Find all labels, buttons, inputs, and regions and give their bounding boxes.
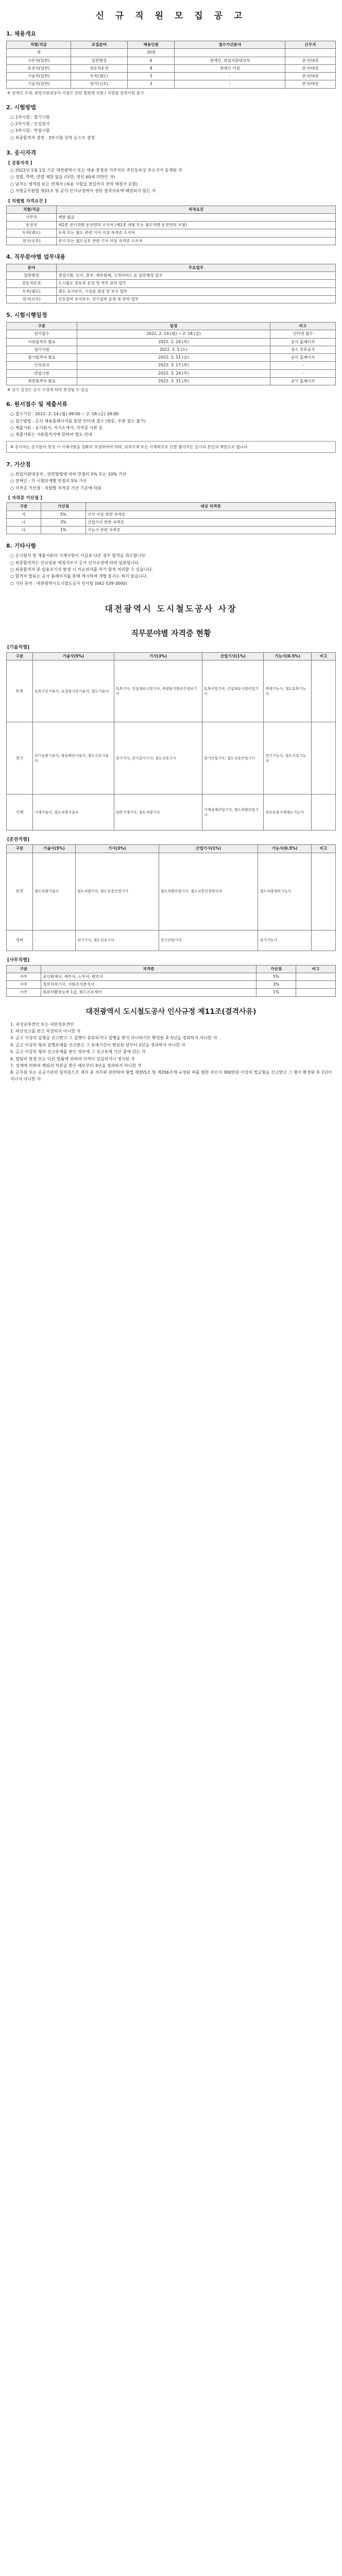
table-cell: 공사 홈페이지 bbox=[270, 377, 336, 385]
table-cell: 사무 bbox=[7, 989, 41, 996]
list-item: ○ 접수기간 : 2022. 2. 14.(월) 09:00 ~ 2. 18.(금) 18:00 bbox=[10, 412, 119, 417]
disqualification-list bbox=[10, 1022, 336, 1083]
table-cell: - bbox=[270, 362, 336, 369]
table-header-cell: 산업기사(1%) bbox=[202, 653, 264, 660]
table-cell: 신호설비 유지보수, 전기설비 운영 및 관리 업무 bbox=[57, 295, 336, 303]
table-cell: 도시철도 전동차 운전 및 역무 관리 업무 bbox=[57, 280, 336, 287]
bonus-table bbox=[6, 502, 336, 534]
category-tag: [사무직렬] bbox=[7, 957, 30, 963]
table-note: ※ 장애인 우대, 취업지원대상자 가점은 관련 법령에 의함 / 직렬별 중복지원 불가 bbox=[7, 90, 144, 95]
table-row bbox=[7, 362, 336, 369]
table-cell: 가 bbox=[7, 511, 41, 518]
table-cell bbox=[285, 49, 335, 57]
table-cell: 전기(신호) bbox=[7, 295, 57, 303]
table-cell bbox=[71, 49, 127, 57]
table-cell: 토목산업기사, 건설재료시험산업기사 bbox=[202, 660, 264, 722]
table-cell: 컴퓨터활용능력 1급, 워드프로세서 bbox=[41, 989, 256, 996]
table-row bbox=[7, 511, 336, 518]
table-header-cell: 직렬/직급 bbox=[7, 206, 57, 213]
table-cell: 인성검사 bbox=[7, 362, 77, 369]
list-item: ○ 기타 문의 : 대전광역시도시철도공사 인사팀 (042-539-3000) bbox=[10, 581, 127, 586]
section-title: 8. 기타사항 bbox=[6, 543, 37, 550]
list-item: ○ 지방공무원법 제31조 및 공사 인사규정에서 정한 결격사유에 해당되지 않는 자 bbox=[10, 189, 156, 194]
table-header-cell: 모집분야 bbox=[71, 41, 127, 49]
table-cell: - bbox=[175, 73, 285, 80]
certificate-section-title: 직무분야별 자격증 현황 bbox=[131, 629, 211, 638]
table-header-cell: 기능사(0.5%) bbox=[258, 845, 312, 853]
table-cell: 본사/대전 bbox=[285, 80, 335, 88]
table-cell bbox=[296, 973, 336, 980]
table-row bbox=[7, 369, 336, 377]
table-cell: 사무 bbox=[7, 973, 41, 980]
table-cell: 기술직(일반) bbox=[7, 80, 71, 88]
list-item: ○ 최종합격자 중 임용포기자 발생 시 차순위자를 추가 합격 처리할 수 있습니다. bbox=[10, 567, 153, 572]
table-cell: 기능사 관련 자격증 bbox=[86, 527, 336, 534]
list-item: 6. 법원의 판결 또는 다른 법률에 의하여 자격이 상실되거나 정지된 자 bbox=[10, 1056, 135, 1061]
table-header-cell: 자격증 bbox=[41, 965, 256, 973]
list-item: ○ 최종합격자는 신규임용 예정자로서 공사 인사규정에 따라 임용됩니다. bbox=[10, 560, 140, 565]
table-cell: 장애인, 취업지원대상자 bbox=[175, 57, 285, 64]
table-header-cell: 비고 bbox=[312, 653, 336, 660]
table-cell: 전산응용기계제도기능사 bbox=[264, 794, 312, 831]
table-note: ※ 상기 일정은 공사 사정에 따라 변경될 수 있음 bbox=[7, 387, 89, 393]
list-item: 8. 공무원 또는 공공기관의 임직원으로 재직 중 직무와 관련하여 형법 제355조 및 제356조에 규정된 죄를 범한 자로서 300만원 이상의 벌금형을 선고받고 그 형이 확정된 후 2년이 지나지 아니한 자 bbox=[10, 1070, 332, 1081]
table-cell: 정보처리기사, 사회조사분석사 bbox=[41, 981, 256, 989]
office-certificate-table bbox=[6, 965, 336, 997]
table-row bbox=[7, 527, 336, 534]
table-cell: 운전 bbox=[7, 853, 33, 930]
table-header-cell: 구분 bbox=[7, 323, 77, 330]
table-row bbox=[7, 57, 336, 64]
table-cell: 기사 이상 관련 자격증 bbox=[86, 511, 336, 518]
subsection-title: [ 직렬별 자격요건 ] bbox=[8, 198, 47, 204]
table-cell: 6 bbox=[127, 57, 175, 64]
table-header-row bbox=[7, 653, 336, 660]
table-cell: 전기(신호) bbox=[7, 237, 57, 245]
table-header-cell: 가산점 bbox=[41, 503, 86, 511]
table-header-cell: 기사(3%) bbox=[75, 845, 159, 853]
table-cell: 전동차운전 bbox=[71, 64, 127, 72]
table-header-row bbox=[7, 965, 336, 973]
bullet-list bbox=[10, 471, 336, 492]
list-item: ○ 1차시험 : 필기시험 bbox=[10, 114, 50, 120]
table-cell: 2022. 2. 24.(목) bbox=[77, 338, 270, 346]
table-cell: 전기기사, 철도신호기사 bbox=[75, 930, 159, 951]
notice-page bbox=[6, 0, 336, 1093]
table-header-cell: 구분 bbox=[7, 503, 41, 511]
table-cell: 전기산업기사 bbox=[159, 930, 258, 951]
list-item: ○ 합격자 발표는 공사 홈페이지를 통해 게시하며 개별 통지는 하지 않습니다. bbox=[10, 574, 148, 579]
regulation-title: 대전광역시 도시철도공사 인사규정 제11조(결격사유) bbox=[86, 1007, 256, 1016]
table-cell bbox=[312, 930, 336, 951]
table-cell: 최종합격자 발표 bbox=[7, 377, 77, 385]
table-cell: 1% bbox=[256, 989, 296, 996]
table-header-cell: 가산점 bbox=[256, 965, 296, 973]
table-header-cell: 구분 bbox=[7, 965, 41, 973]
category-tag: [운전직렬] bbox=[7, 837, 30, 843]
table-header-cell: 기술사(5%) bbox=[33, 653, 114, 660]
schedule-table bbox=[6, 322, 336, 385]
section-title: 3. 응시자격 bbox=[6, 149, 37, 157]
list-item: 5. 금고 이상의 형의 선고유예를 받은 경우에 그 선고유예 기간 중에 있는 자 bbox=[10, 1049, 146, 1055]
table-row bbox=[7, 660, 336, 722]
list-item: ○ 최종합격자 결정 : 3차시험 성적 순으로 결정 bbox=[10, 135, 95, 140]
table-cell: 8 bbox=[127, 64, 175, 72]
table-cell: - bbox=[270, 369, 336, 377]
table-header-cell: 자격요건 bbox=[57, 206, 336, 213]
section-title: 5. 시험시행일정 bbox=[6, 312, 47, 319]
table-cell: 토목 또는 철도 관련 기사 이상 자격증 소지자 bbox=[57, 229, 336, 237]
table-cell: 기계기술사, 철도차량기술사 bbox=[33, 794, 114, 831]
bullet-list bbox=[10, 167, 336, 195]
list-item: ○ 제출서류 : 응시원서, 자기소개서, 자격증 사본 등 bbox=[10, 425, 103, 430]
table-cell: 필기합격자 발표 bbox=[7, 354, 77, 362]
table-cell: 토목기사, 건설재료시험기사, 측량및지형공간정보기사 bbox=[114, 660, 202, 722]
table-header-cell: 직렬/직급 bbox=[7, 41, 71, 49]
table-cell: 일반행정 bbox=[71, 57, 127, 64]
table-cell: 토목(궤도) bbox=[7, 229, 57, 237]
table-row bbox=[7, 930, 336, 951]
table-cell: 전동차운전 bbox=[7, 280, 57, 287]
table-cell: 궤도 유지보수, 시설물 점검 및 보수 업무 bbox=[57, 287, 336, 295]
table-cell: 전기기사, 전기공사기사, 철도신호기사 bbox=[114, 722, 202, 794]
table-row bbox=[7, 237, 336, 245]
table-header-cell: 근무지 bbox=[285, 41, 335, 49]
table-header-cell: 비고 bbox=[312, 845, 336, 853]
table-cell: 토목(궤도) bbox=[71, 73, 127, 80]
table-cell: 2022. 3. 24.(목) bbox=[77, 369, 270, 377]
table-cell: 2022. 3. 5.(토) bbox=[77, 346, 270, 353]
table-cell: 3 bbox=[127, 80, 175, 88]
table-cell: 철도차량정비기능사 bbox=[258, 853, 312, 930]
list-item: 2. 파산선고를 받고 복권되지 아니한 자 bbox=[10, 1029, 81, 1034]
table-cell: 제2종 전기차량 운전면허 소지자 (제1종 대형 또는 철도차량 운전면허 포함) bbox=[57, 222, 336, 229]
bullet-list bbox=[10, 553, 336, 587]
organization-signature: 대전광역시 도시철도공사 사장 bbox=[105, 604, 237, 614]
table-cell: 기술직(일반) bbox=[7, 73, 71, 80]
table-cell: 본사/대전 bbox=[285, 73, 335, 80]
table-row bbox=[7, 272, 336, 280]
table-header-cell: 주요업무 bbox=[57, 264, 336, 272]
list-item: ○ 2022년 1월 1일 기준 대전광역시 또는 세종·충청권 거주자로 주민등록상 주소지가 등재된 자 bbox=[10, 168, 182, 173]
table-header-cell: 분야 bbox=[7, 264, 57, 272]
section-title: 6. 원서접수 및 제출서류 bbox=[6, 401, 67, 408]
table-row bbox=[7, 973, 336, 980]
table-cell: 전기기능사, 철도신호기능사 bbox=[264, 722, 312, 794]
list-item: 1. 피성년후견인 또는 피한정후견인 bbox=[10, 1022, 74, 1027]
table-cell: 5% bbox=[41, 511, 86, 518]
table-row bbox=[7, 229, 336, 237]
table-cell: 3 bbox=[127, 73, 175, 80]
table-cell: 장애인 가점 bbox=[175, 64, 285, 72]
table-row bbox=[7, 49, 336, 57]
table-cell: 전기기능사 bbox=[258, 930, 312, 951]
table-row bbox=[7, 73, 336, 80]
table-cell: 나 bbox=[7, 518, 41, 526]
table-header-cell: 비고 bbox=[270, 323, 336, 330]
list-item: ○ 성별, 학력, 연령 제한 없음 (다만, 정년 60세 미만인 자) bbox=[10, 175, 115, 180]
table-cell: 공인회계사, 세무사, 노무사, 변호사 bbox=[41, 973, 256, 980]
list-item: ○ 응시원서 및 제출서류의 기재사항이 사실과 다른 경우 합격을 취소합니다. bbox=[10, 553, 147, 558]
table-header-row bbox=[7, 845, 336, 853]
table-cell bbox=[312, 853, 336, 930]
table-row bbox=[7, 354, 336, 362]
table-row bbox=[7, 330, 336, 338]
table-row bbox=[7, 338, 336, 346]
list-item: ○ 취업지원대상자 : 관련법령에 따라 만점의 5% 또는 10% 가산 bbox=[10, 472, 127, 477]
operation-certificate-table bbox=[6, 844, 336, 951]
table-cell: 측량기능사, 철도토목기능사 bbox=[264, 660, 312, 722]
list-item: ○ 자격증 가산점 : 직렬별 자격증 가산 기준에 따름 bbox=[10, 485, 101, 490]
table-cell: 5% bbox=[256, 973, 296, 980]
table-cell: 3% bbox=[41, 518, 86, 526]
table-header-cell: 기능사(0.5%) bbox=[264, 653, 312, 660]
list-item: ○ 제출서류는 서류합격자에 한하여 별도 안내 bbox=[10, 432, 92, 437]
table-cell: 필기시험 bbox=[7, 346, 77, 353]
table-cell: 사무 bbox=[7, 981, 41, 989]
table-header-cell: 기사(3%) bbox=[114, 653, 202, 660]
table-row bbox=[7, 518, 336, 526]
table-cell: 운전직 bbox=[7, 222, 57, 229]
qualification-table bbox=[6, 206, 336, 245]
table-cell: 본사/대전 bbox=[285, 64, 335, 72]
table-header-cell: 대상 자격증 bbox=[86, 503, 336, 511]
section-title: 7. 가산점 bbox=[6, 461, 31, 468]
list-item: 3. 금고 이상의 실형을 선고받고 그 집행이 종료되거나 집행을 받지 아니하기로 확정된 후 5년을 경과하지 아니한 자 bbox=[10, 1036, 217, 1041]
table-row bbox=[7, 377, 336, 385]
table-cell: 경영기획, 인사, 총무, 재무회계, 고객서비스 등 일반행정 업무 bbox=[57, 272, 336, 280]
table-cell: 계 bbox=[7, 49, 71, 57]
table-row bbox=[7, 80, 336, 88]
table-cell: 토목(궤도) bbox=[7, 287, 57, 295]
table-row bbox=[7, 981, 336, 989]
table-cell: 정비 bbox=[7, 930, 33, 951]
table-cell bbox=[296, 981, 336, 989]
table-row bbox=[7, 722, 336, 794]
list-item: ○ 장애인 : 각 시험단계별 만점의 5% 가산 bbox=[10, 479, 87, 484]
subsection-title: [ 공통자격 ] bbox=[8, 161, 32, 166]
table-cell: 기계설계산업기사, 철도차량산업기사 bbox=[202, 794, 264, 831]
table-cell: 사무직 bbox=[7, 213, 57, 221]
table-cell: 장소 추후공지 bbox=[270, 346, 336, 353]
table-header-cell: 비고 bbox=[296, 965, 336, 973]
table-header-cell: 산업기사(1%) bbox=[159, 845, 258, 853]
notice-box: ※ 응시자는 응시원서 작성 시 기재사항을 정확히 작성하여야 하며, 허위기재 또는 기재착오로 인한 불이익은 응시자 본인의 책임으로 합니다. bbox=[6, 441, 336, 453]
table-cell: 본사/대전 bbox=[285, 57, 335, 64]
table-cell: 운전직(일반) bbox=[7, 64, 71, 72]
table-cell: 철도차량기사, 철도운송산업기사 bbox=[75, 853, 159, 930]
table-header-cell: 일정 bbox=[77, 323, 270, 330]
table-row bbox=[7, 346, 336, 353]
section-title: 2. 시험방법 bbox=[6, 104, 37, 111]
table-row bbox=[7, 280, 336, 287]
list-item: ○ 접수방법 : 공사 채용홈페이지를 통한 인터넷 접수 (방문, 우편 접수 불가) bbox=[10, 418, 146, 423]
table-cell: 철도차량기술사 bbox=[33, 853, 76, 930]
table-cell: 2022. 3. 17.(목) bbox=[77, 362, 270, 369]
table-cell: 인터넷 접수 bbox=[270, 330, 336, 338]
subsection-title: [ 자격증 가산점 ] bbox=[8, 496, 42, 501]
table-cell: 토목 bbox=[7, 660, 33, 722]
table-row bbox=[7, 213, 336, 221]
table-row bbox=[7, 989, 336, 996]
table-cell: 2022. 2. 14.(월) ~ 2. 18.(금) bbox=[77, 330, 270, 338]
table-row bbox=[7, 794, 336, 831]
table-row bbox=[7, 64, 336, 72]
table-cell: - bbox=[33, 930, 76, 951]
table-cell: 전기(신호) bbox=[71, 80, 127, 88]
table-header-row bbox=[7, 503, 336, 511]
table-cell: 철도차량산업기사, 철도교통안전관리자 bbox=[159, 853, 258, 930]
table-header-row bbox=[7, 206, 336, 213]
table-cell bbox=[312, 794, 336, 831]
table-cell: 전기 또는 철도신호 관련 기사 이상 자격증 소지자 bbox=[57, 237, 336, 245]
table-header-cell: 구분 bbox=[7, 845, 33, 853]
table-cell: 전기산업기사, 철도신호산업기사 bbox=[202, 722, 264, 794]
section-title: 1. 채용개요 bbox=[6, 30, 37, 37]
bullet-list bbox=[10, 411, 336, 438]
table-cell bbox=[175, 49, 285, 57]
table-cell: 전기 bbox=[7, 722, 33, 794]
table-header-row bbox=[7, 264, 336, 272]
table-header-cell: 기술사(5%) bbox=[33, 845, 76, 853]
table-cell: 공사 홈페이지 bbox=[270, 338, 336, 346]
table-cell: 20명 bbox=[127, 49, 175, 57]
table-cell: 토목시공기술사, 토질및기초기술사, 철도기술사 bbox=[33, 660, 114, 722]
table-row bbox=[7, 287, 336, 295]
table-header-cell: 채용인원 bbox=[127, 41, 175, 49]
table-cell: 다 bbox=[7, 527, 41, 534]
duty-table bbox=[6, 264, 336, 303]
list-item: ○ 3차시험 : 면접시험 bbox=[10, 128, 50, 133]
list-item: 7. 징계에 의하여 해임의 처분을 받은 때로부터 3년을 경과하지 아니한 자 bbox=[10, 1063, 142, 1069]
list-item: ○ 2차시험 : 인성검사 bbox=[10, 121, 50, 126]
table-cell bbox=[296, 989, 336, 996]
table-header-cell: 구분 bbox=[7, 653, 33, 660]
bullet-list bbox=[10, 114, 336, 142]
table-header-row bbox=[7, 41, 336, 49]
table-row bbox=[7, 295, 336, 303]
document-title: 신 규 직 원 모 집 공 고 bbox=[95, 11, 247, 21]
table-cell: 전기응용기술사, 발송배전기술사, 철도신호기술사 bbox=[33, 722, 114, 794]
table-cell: 사무직(일반) bbox=[7, 57, 71, 64]
table-cell: 1% bbox=[41, 527, 86, 534]
table-cell: 산업기사 관련 자격증 bbox=[86, 518, 336, 526]
category-tag: [기술직렬] bbox=[7, 645, 30, 651]
table-cell: 면접시험 bbox=[7, 369, 77, 377]
table-cell: 일반행정 bbox=[7, 272, 57, 280]
list-item: ○ 남자는 병역필 또는 면제자 (최종 시험일 전일까지 전역 예정자 포함) bbox=[10, 181, 138, 187]
table-cell: 제한 없음 bbox=[57, 213, 336, 221]
table-row bbox=[7, 853, 336, 930]
table-cell bbox=[312, 660, 336, 722]
table-cell: - bbox=[175, 80, 285, 88]
section-title: 4. 직무분야별 업무내용 bbox=[6, 253, 66, 260]
list-item: 4. 금고 이상의 형의 집행유예를 선고받고 그 유예기간이 완료된 날부터 2년을 경과하지 아니한 자 bbox=[10, 1042, 185, 1047]
table-cell: 일반기계기사, 철도차량기사 bbox=[114, 794, 202, 831]
table-cell: 2022. 3. 31.(목) bbox=[77, 377, 270, 385]
tech-certificate-table bbox=[6, 652, 336, 831]
table-cell: 원서접수 bbox=[7, 330, 77, 338]
table-header-row bbox=[7, 323, 336, 330]
table-cell: 서류합격자 발표 bbox=[7, 338, 77, 346]
table-cell: 기계 bbox=[7, 794, 33, 831]
table-cell: 공사 홈페이지 bbox=[270, 354, 336, 362]
table-row bbox=[7, 222, 336, 229]
table-cell: 2022. 3. 11.(금) bbox=[77, 354, 270, 362]
recruitment-table bbox=[6, 41, 336, 89]
table-cell: 3% bbox=[256, 981, 296, 989]
table-cell bbox=[312, 722, 336, 794]
table-header-cell: 접수가산분야 bbox=[175, 41, 285, 49]
